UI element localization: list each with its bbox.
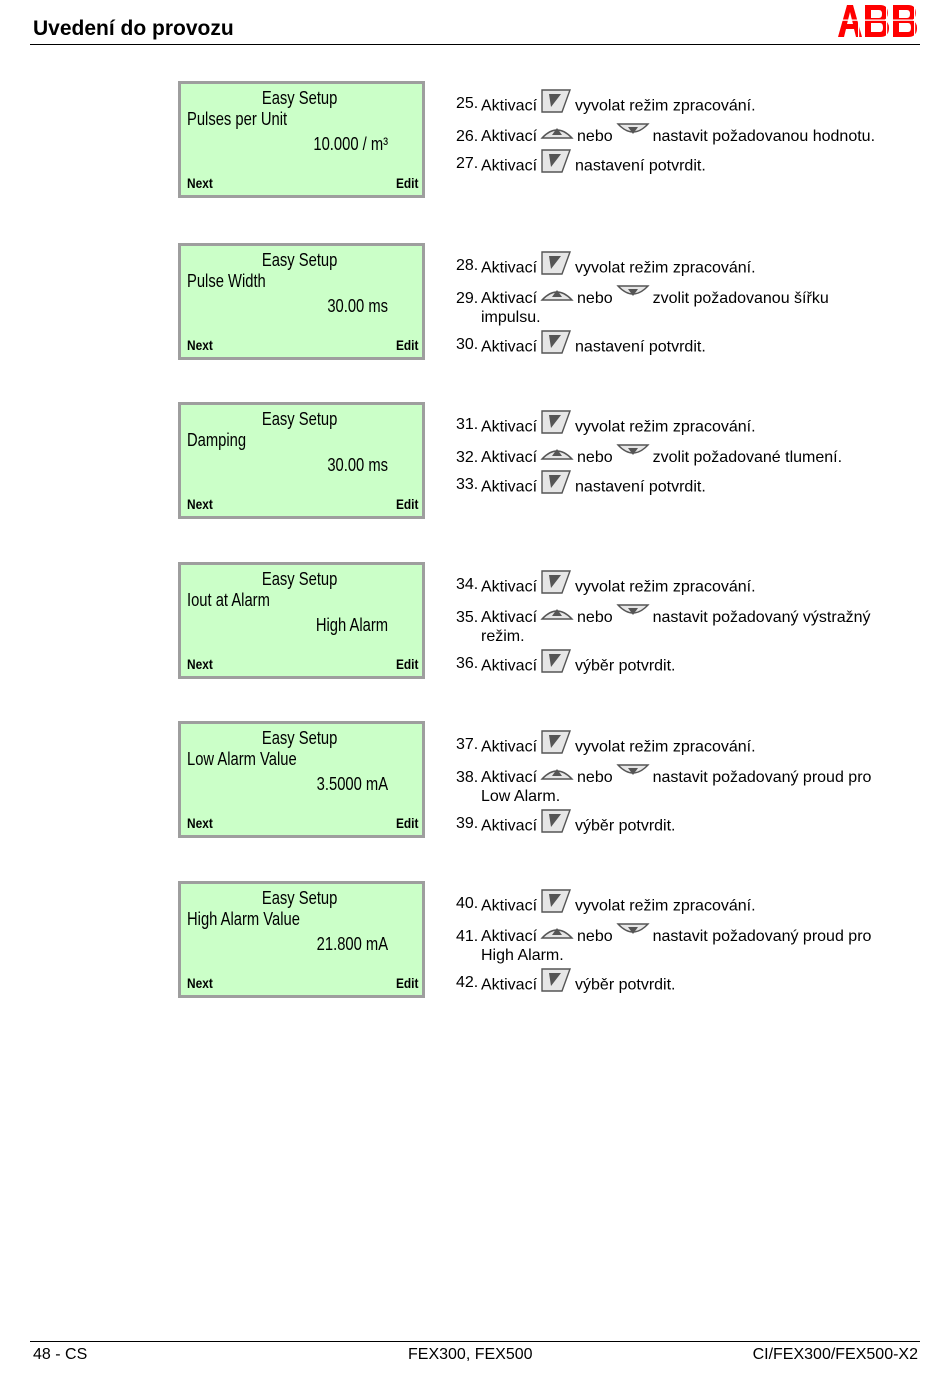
down-button-icon — [616, 122, 650, 145]
step-number: 33. — [456, 476, 479, 493]
up-button-icon — [540, 284, 574, 307]
lcd-display — [178, 721, 425, 838]
lcd-softkey-edit: Edit — [395, 975, 418, 991]
step-number: 42. — [456, 974, 479, 991]
lcd-display — [178, 81, 425, 198]
lcd-parameter-value: 30.00 ms — [327, 296, 388, 316]
page-title: Uvedení do provozu — [33, 17, 234, 40]
lcd-menu-title: Easy Setup — [261, 88, 338, 108]
up-button-icon — [540, 122, 574, 145]
step-number: 40. — [456, 895, 479, 912]
step-list — [456, 735, 926, 847]
step-text: vyvolat režim zpracování. — [575, 578, 756, 596]
step-text: nastavení potvrdit. — [575, 338, 706, 356]
dataenter-button-icon — [540, 967, 572, 998]
step-text: Aktivací — [481, 976, 538, 994]
step-text-continuation: Low Alarm. — [481, 788, 561, 805]
page-number: 48 - CS — [33, 1346, 88, 1363]
step-text: Aktivací — [481, 578, 538, 596]
lcd-menu-title: Easy Setup — [261, 250, 338, 270]
step-text-continuation: režim. — [481, 628, 525, 645]
header-rule — [30, 44, 920, 45]
step-text: nebo — [577, 290, 613, 307]
product-name: FEX300, FEX500 — [408, 1346, 533, 1363]
instruction-step — [456, 256, 926, 281]
instruction-step — [456, 448, 926, 467]
lcd-softkey-edit: Edit — [395, 175, 418, 191]
step-text: vyvolat režim zpracování. — [575, 97, 756, 115]
lcd-parameter-value: 10.000 / m³ — [313, 134, 388, 154]
step-text: Aktivací — [481, 657, 538, 675]
step-text: nebo — [577, 928, 613, 945]
step-number: 28. — [456, 257, 479, 274]
instruction-step — [456, 289, 926, 327]
step-text: nastavení potvrdit. — [575, 157, 706, 175]
step-list — [456, 256, 926, 368]
instruction-step — [456, 927, 926, 965]
dataenter-button-icon — [540, 88, 572, 119]
step-text: zvolit požadovanou šířku — [652, 290, 829, 307]
step-number: 27. — [456, 155, 479, 172]
footer-rule — [30, 1341, 920, 1342]
step-text: Aktivací — [481, 478, 538, 496]
step-text: vyvolat režim zpracování. — [575, 897, 756, 915]
lcd-softkey-next: Next — [187, 175, 213, 191]
step-number: 37. — [456, 736, 479, 753]
up-button-icon — [540, 443, 574, 466]
lcd-parameter-label: Low Alarm Value — [187, 749, 297, 769]
down-button-icon — [616, 763, 650, 786]
lcd-parameter-label: High Alarm Value — [187, 909, 300, 929]
step-text: Aktivací — [481, 338, 538, 356]
down-button-icon — [616, 922, 650, 945]
step-list — [456, 415, 926, 508]
step-text: zvolit požadované tlumení. — [652, 449, 843, 466]
dataenter-button-icon — [540, 648, 572, 679]
document-code: CI/FEX300/FEX500-X2 — [752, 1346, 918, 1363]
abb-logo — [838, 5, 918, 37]
down-button-icon — [616, 284, 650, 307]
step-text: nastavení potvrdit. — [575, 478, 706, 496]
step-text: Aktivací — [481, 897, 538, 915]
instruction-step — [456, 335, 926, 360]
step-text: nebo — [577, 769, 613, 786]
step-text-continuation: impulsu. — [481, 309, 541, 326]
step-text: Aktivací — [481, 259, 538, 277]
lcd-display — [178, 243, 425, 360]
dataenter-button-icon — [540, 888, 572, 919]
instruction-step — [456, 735, 926, 760]
instruction-step — [456, 894, 926, 919]
dataenter-button-icon — [540, 250, 572, 281]
step-text: Aktivací — [481, 449, 538, 466]
down-button-icon — [616, 603, 650, 626]
instruction-step — [456, 415, 926, 440]
dataenter-button-icon — [540, 148, 572, 179]
lcd-softkey-next: Next — [187, 656, 213, 672]
step-text: Aktivací — [481, 128, 538, 145]
step-text: vyvolat režim zpracování. — [575, 418, 756, 436]
lcd-parameter-value: High Alarm — [315, 615, 388, 635]
lcd-softkey-next: Next — [187, 496, 213, 512]
step-text: vyvolat režim zpracování. — [575, 738, 756, 756]
step-text: nebo — [577, 128, 613, 145]
instruction-step — [456, 475, 926, 500]
lcd-parameter-value: 3.5000 mA — [316, 774, 388, 794]
instruction-step — [456, 973, 926, 998]
instruction-step — [456, 608, 926, 646]
step-text: Aktivací — [481, 97, 538, 115]
step-text: nebo — [577, 609, 613, 626]
step-text: nastavit požadovanou hodnotu. — [652, 128, 876, 145]
instruction-step — [456, 127, 926, 146]
lcd-menu-title: Easy Setup — [261, 888, 338, 908]
step-text: výběr potvrdit. — [575, 817, 676, 835]
instruction-step — [456, 154, 926, 179]
step-text: výběr potvrdit. — [575, 976, 676, 994]
lcd-menu-title: Easy Setup — [261, 569, 338, 589]
lcd-display — [178, 881, 425, 998]
dataenter-button-icon — [540, 469, 572, 500]
down-button-icon — [616, 443, 650, 466]
step-number: 34. — [456, 576, 479, 593]
lcd-parameter-label: Damping — [187, 430, 247, 450]
step-text: Aktivací — [481, 157, 538, 175]
lcd-menu-title: Easy Setup — [261, 409, 338, 429]
step-text: Aktivací — [481, 290, 538, 307]
instruction-step — [456, 575, 926, 600]
step-text: Aktivací — [481, 738, 538, 756]
step-text: Aktivací — [481, 817, 538, 835]
step-number: 39. — [456, 815, 479, 832]
step-list — [456, 894, 926, 1006]
up-button-icon — [540, 922, 574, 945]
step-text: nastavit požadovaný proud pro — [652, 928, 872, 945]
dataenter-button-icon — [540, 569, 572, 600]
lcd-softkey-next: Next — [187, 815, 213, 831]
lcd-softkey-edit: Edit — [395, 496, 418, 512]
step-number: 38. — [456, 769, 479, 786]
lcd-softkey-edit: Edit — [395, 337, 418, 353]
dataenter-button-icon — [540, 808, 572, 839]
step-number: 32. — [456, 449, 479, 466]
step-text-continuation: High Alarm. — [481, 947, 564, 964]
step-text: nastavit požadovaný proud pro — [652, 769, 872, 786]
step-number: 29. — [456, 290, 479, 307]
step-text: Aktivací — [481, 418, 538, 436]
step-number: 41. — [456, 928, 479, 945]
instruction-step — [456, 94, 926, 119]
step-text: vyvolat režim zpracování. — [575, 259, 756, 277]
dataenter-button-icon — [540, 729, 572, 760]
instruction-step — [456, 654, 926, 679]
step-list — [456, 94, 926, 187]
step-text: výběr potvrdit. — [575, 657, 676, 675]
lcd-parameter-label: Pulses per Unit — [187, 109, 288, 129]
dataenter-button-icon — [540, 409, 572, 440]
step-text: nastavit požadovaný výstražný — [652, 609, 871, 626]
lcd-display — [178, 562, 425, 679]
step-number: 31. — [456, 416, 479, 433]
step-text: Aktivací — [481, 609, 538, 626]
lcd-softkey-next: Next — [187, 975, 213, 991]
lcd-parameter-label: Iout at Alarm — [187, 590, 270, 610]
up-button-icon — [540, 763, 574, 786]
step-number: 25. — [456, 95, 479, 112]
step-number: 26. — [456, 128, 479, 145]
step-number: 35. — [456, 609, 479, 626]
dataenter-button-icon — [540, 329, 572, 360]
lcd-menu-title: Easy Setup — [261, 728, 338, 748]
lcd-parameter-value: 30.00 ms — [327, 455, 388, 475]
up-button-icon — [540, 603, 574, 626]
instruction-step — [456, 814, 926, 839]
lcd-softkey-edit: Edit — [395, 815, 418, 831]
step-text: Aktivací — [481, 928, 538, 945]
lcd-softkey-next: Next — [187, 337, 213, 353]
lcd-display — [178, 402, 425, 519]
step-list — [456, 575, 926, 687]
instruction-step — [456, 768, 926, 806]
step-number: 30. — [456, 336, 479, 353]
lcd-softkey-edit: Edit — [395, 656, 418, 672]
step-number: 36. — [456, 655, 479, 672]
lcd-parameter-label: Pulse Width — [187, 271, 266, 291]
step-text: nebo — [577, 449, 613, 466]
lcd-parameter-value: 21.800 mA — [316, 934, 388, 954]
step-text: Aktivací — [481, 769, 538, 786]
